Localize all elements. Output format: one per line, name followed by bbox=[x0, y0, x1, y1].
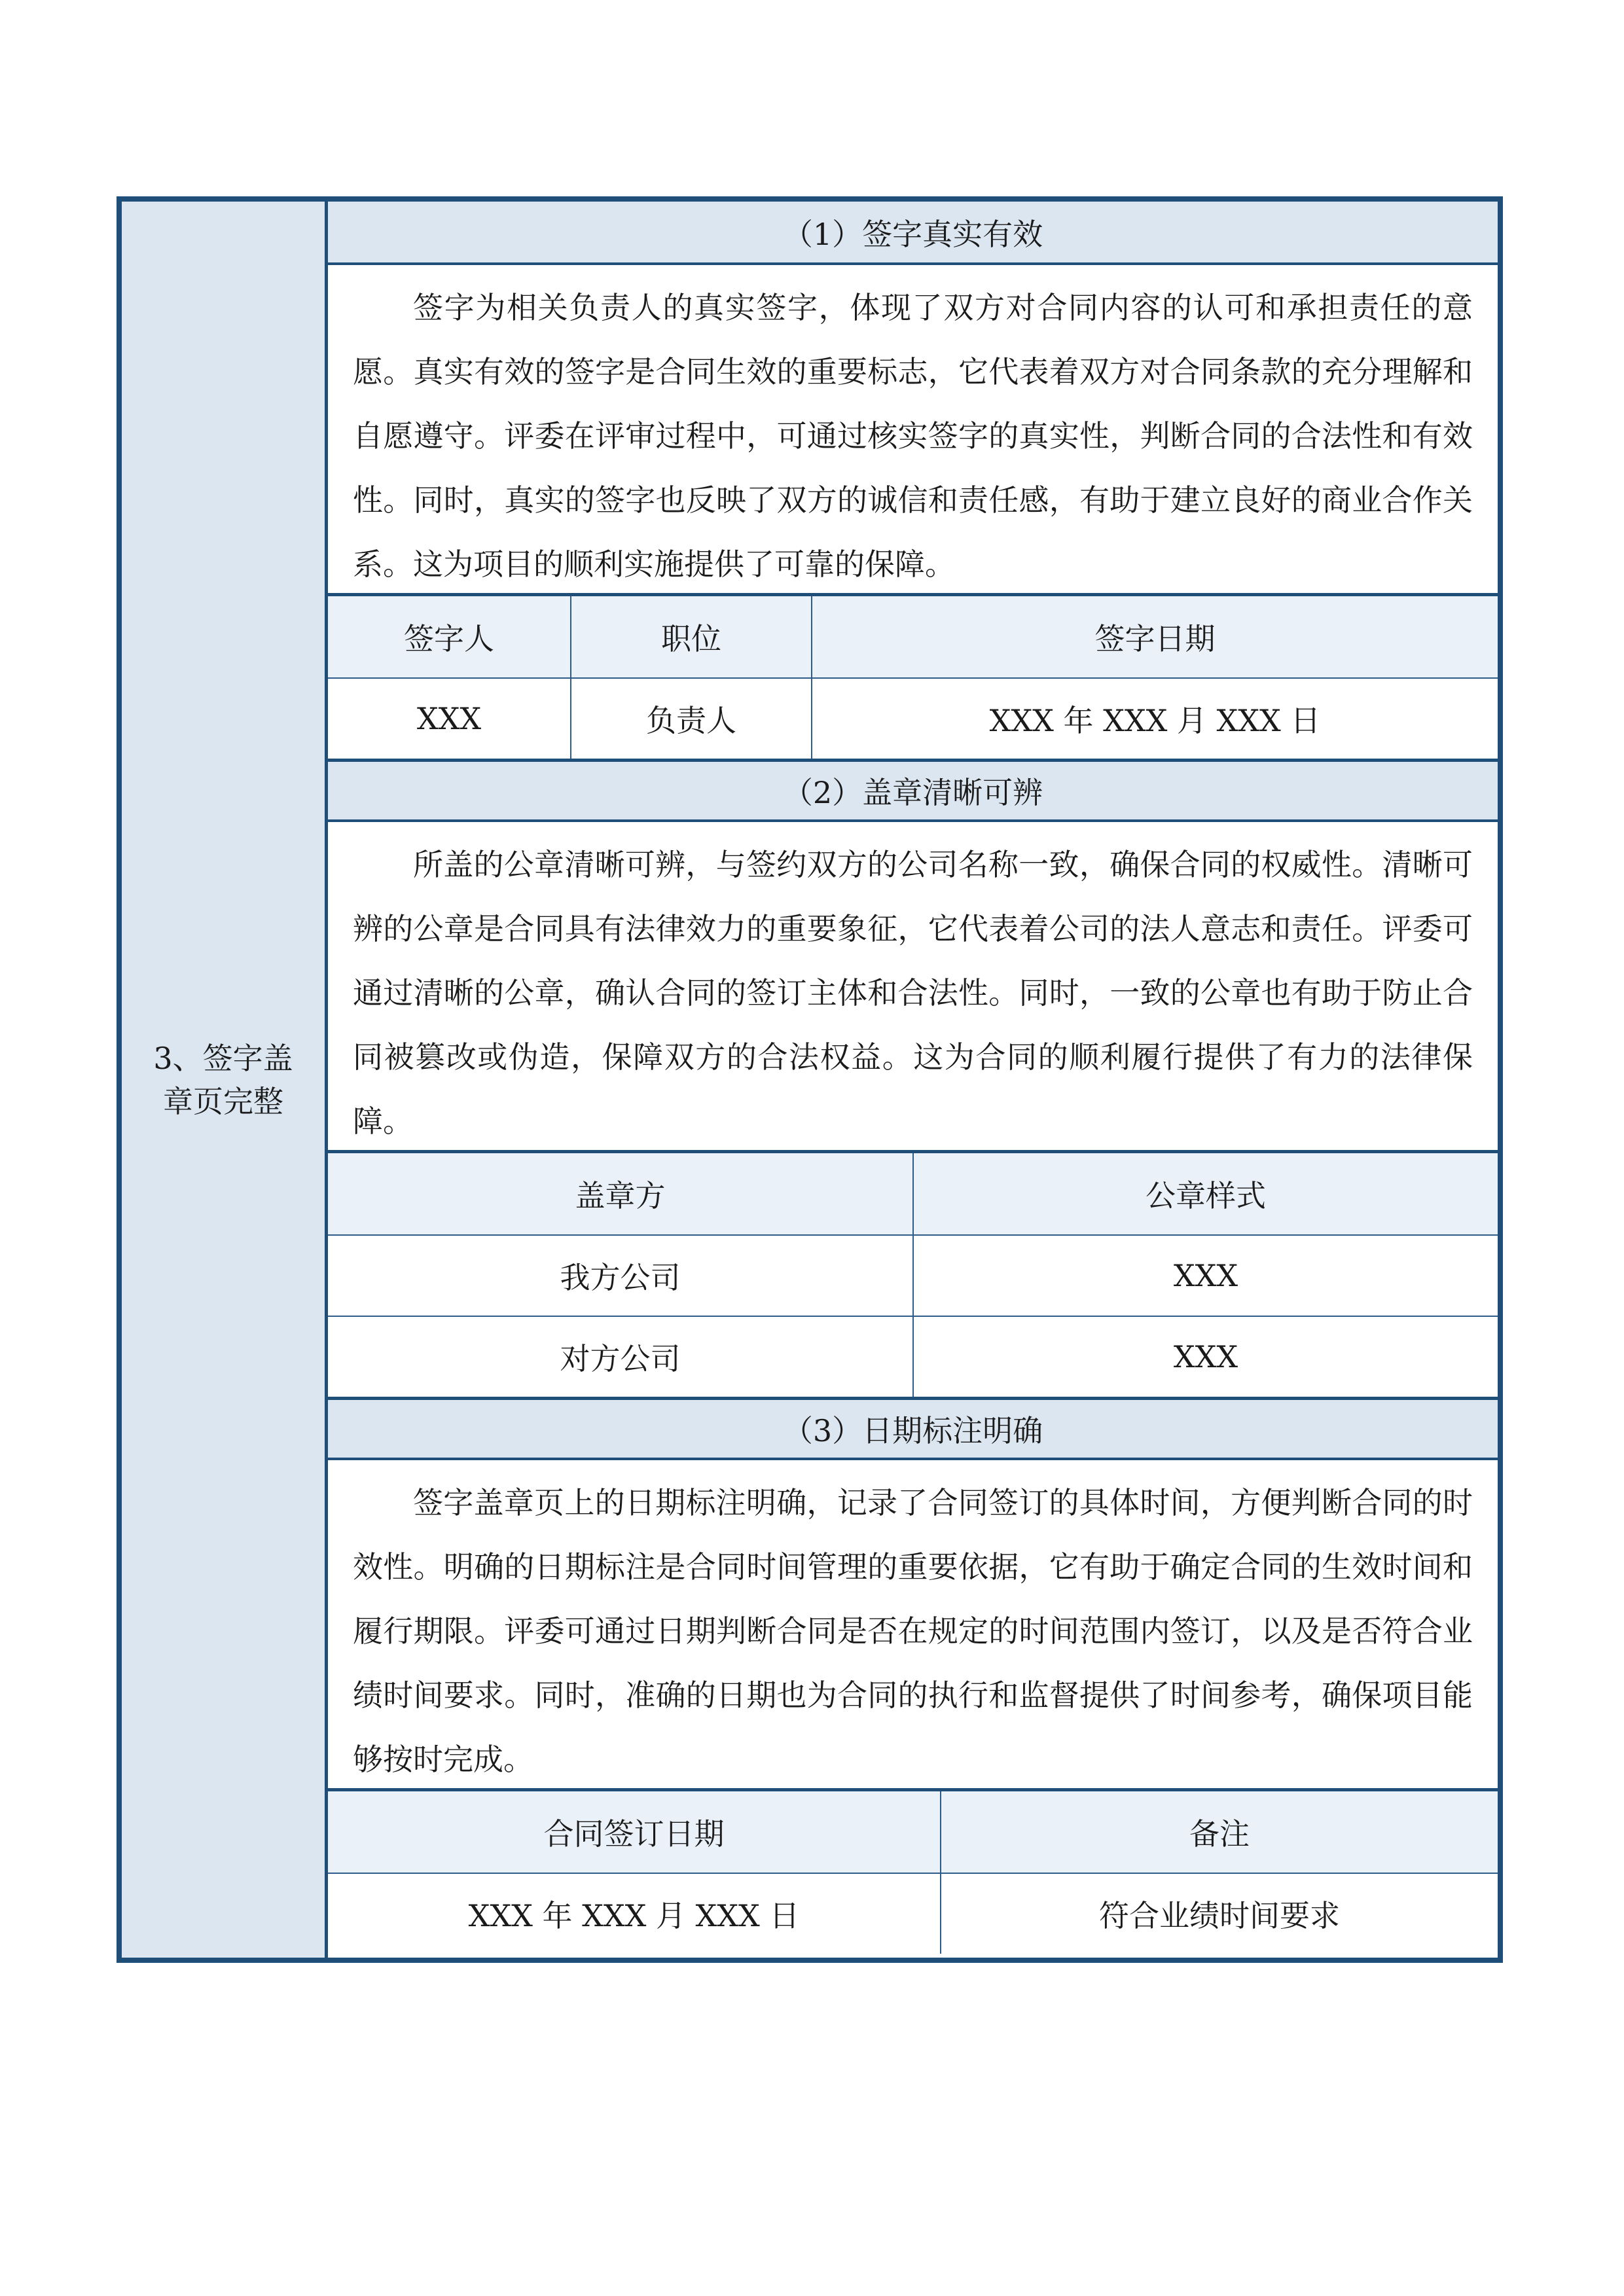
seal-table bbox=[328, 1150, 1498, 1397]
table-header-row bbox=[328, 1153, 1498, 1234]
table-header-row bbox=[328, 596, 1498, 677]
header-signer: 签字人 bbox=[404, 621, 494, 656]
section-paragraph-date: 签字盖章页上的日期标注明确，记录了合同签订的具体时间，方便判断合同的时效性。明确的日期标注是合同时间管理的重要依据，它有助于确定合同的生效时间和履行期限。评委可通过日期判断合同是否在规定的时间范围内签订，以及是否符合业绩时间要求。同时，准确的日期也为合同的执行和监督提供了时间参考，确保项目能够按时完成。 bbox=[328, 1458, 1498, 1788]
table-row bbox=[328, 1316, 1498, 1397]
signature-table bbox=[328, 593, 1498, 759]
row-label: 3、签字盖章页完整 bbox=[153, 1040, 293, 1119]
section-title-seal: （2）盖章清晰可辨 bbox=[328, 759, 1498, 819]
table-header-row bbox=[328, 1791, 1498, 1873]
evaluation-table bbox=[117, 196, 1503, 1963]
cell-signer: XXX bbox=[416, 701, 482, 736]
header-seal-party: 盖章方 bbox=[575, 1178, 666, 1213]
section-title-signature: （1）签字真实有效 bbox=[328, 202, 1498, 262]
table-row bbox=[328, 1873, 1498, 1954]
cell-sign-date: XXX 年 XXX 月 XXX 日 bbox=[811, 679, 1498, 759]
table-row bbox=[328, 1234, 1498, 1316]
cell-seal-style: XXX bbox=[912, 1317, 1498, 1397]
cell-seal-party: 我方公司 bbox=[560, 1260, 681, 1295]
cell-seal-style: XXX bbox=[912, 1236, 1498, 1316]
table-row bbox=[328, 677, 1498, 759]
content-column bbox=[328, 202, 1498, 1958]
row-label-cell bbox=[122, 202, 328, 1958]
header-seal-style: 公章样式 bbox=[912, 1153, 1498, 1234]
section-paragraph-signature: 签字为相关负责人的真实签字，体现了双方对合同内容的认可和承担责任的意愿。真实有效的签字是合同生效的重要标志，它代表着双方对合同条款的充分理解和自愿遵守。评委在评审过程中，可通过核实签字的真实性，判断合同的合法性和有效性。同时，真实的签字也反映了双方的诚信和责任感，有助于建立良好的商业合作关系。这为项目的顺利实施提供了可靠的保障。 bbox=[328, 262, 1498, 593]
header-remark: 备注 bbox=[940, 1791, 1498, 1873]
header-contract-date: 合同签订日期 bbox=[543, 1816, 725, 1852]
cell-position: 负责人 bbox=[570, 679, 811, 759]
header-sign-date: 签字日期 bbox=[811, 596, 1498, 677]
header-position: 职位 bbox=[570, 596, 811, 677]
cell-seal-party: 对方公司 bbox=[560, 1341, 681, 1376]
date-table bbox=[328, 1788, 1498, 1954]
section-paragraph-seal: 所盖的公章清晰可辨，与签约双方的公司名称一致，确保合同的权威性。清晰可辨的公章是合同具有法律效力的重要象征，它代表着公司的法人意志和责任。评委可通过清晰的公章，确认合同的签订主体和合法性。同时，一致的公章也有助于防止合同被篡改或伪造，保障双方的合法权益。这为合同的顺利履行提供了有力的法律保障。 bbox=[328, 819, 1498, 1150]
section-title-date: （3）日期标注明确 bbox=[328, 1397, 1498, 1458]
cell-contract-date: XXX 年 XXX 月 XXX 日 bbox=[468, 1898, 800, 1933]
cell-remark: 符合业绩时间要求 bbox=[940, 1874, 1498, 1954]
